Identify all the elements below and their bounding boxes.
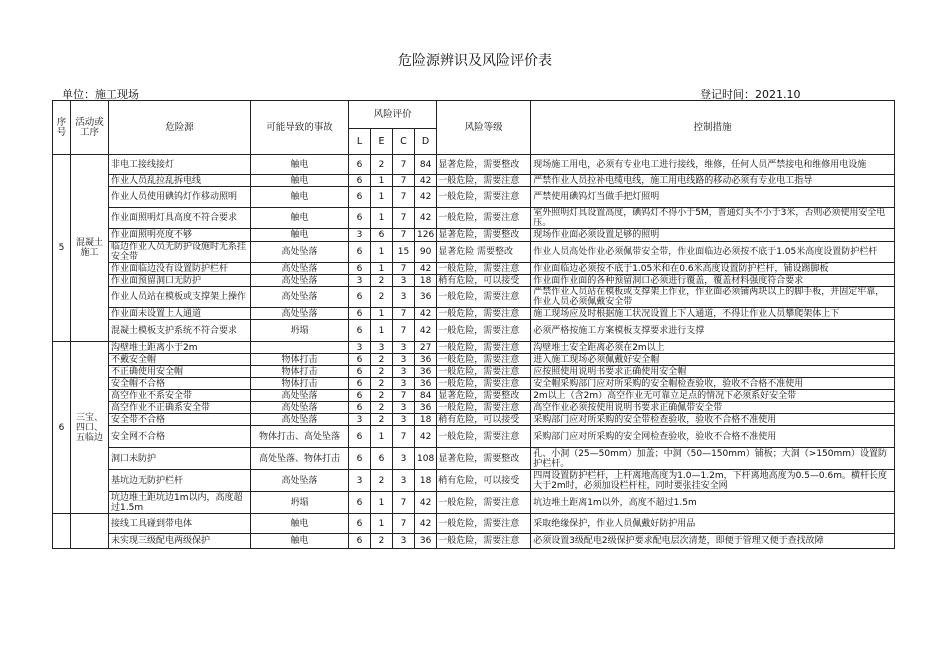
d-value: 36 [415, 287, 437, 308]
d-value: 36 [415, 378, 437, 390]
table-row [53, 354, 895, 366]
e-value: 6 [371, 448, 393, 470]
table-row [53, 208, 895, 229]
accident-cell [251, 342, 349, 354]
l-value: 6 [349, 155, 371, 175]
risk-level-cell: 稍有危险，可以接受 [437, 275, 531, 287]
risk-level-cell: 显著危险，需要整改 [437, 155, 531, 175]
measures-cell: 采购部门应对所采购的安全带检查验收，验收不合格不准使用 [531, 414, 895, 426]
l-value: 6 [349, 308, 371, 320]
risk-table [52, 100, 895, 549]
hazard-cell: 作业人员站在模板或支撑架上操作 [109, 287, 251, 308]
l-value: 6 [349, 514, 371, 534]
table-row [53, 242, 895, 263]
e-value: 1 [371, 492, 393, 514]
c-value: 3 [393, 342, 415, 354]
e-value: 1 [371, 175, 393, 187]
c-value: 3 [393, 354, 415, 366]
accident-cell: 触电 [251, 514, 349, 534]
accident-cell: 高处坠落 [251, 287, 349, 308]
hazard-cell: 高空作业不系安全带 [109, 390, 251, 402]
c-value: 3 [393, 287, 415, 308]
d-value: 42 [415, 263, 437, 275]
page-title: 危险源辨识及风险评价表 [398, 53, 552, 69]
header-L: L [349, 129, 371, 155]
hazard-cell: 不正确使用安全帽 [109, 366, 251, 378]
measures-cell: 沟壁堆土安全距离必须在2m以上 [531, 342, 895, 354]
measures-cell: 室外照明灯具设置高度，碘钨灯不得小于5M，普通灯头不小于3米，否则必须使用安全电压。 [531, 208, 895, 229]
table-row [53, 263, 895, 275]
measures-cell: 必须设置3级配电2级保护要求配电层次清楚，即便于管理又便于查找故障 [531, 534, 895, 549]
d-value: 84 [415, 390, 437, 402]
c-value: 3 [393, 366, 415, 378]
risk-level-cell: 显著危险，需要整改 [437, 229, 531, 242]
hazard-cell: 非电工接线接灯 [109, 155, 251, 175]
risk-level-cell: 一般危险，需要注意 [437, 378, 531, 390]
table-row [53, 414, 895, 426]
c-value: 15 [393, 242, 415, 263]
risk-level-cell: 一般危险，需要注意 [437, 426, 531, 448]
l-value: 3 [349, 414, 371, 426]
l-value: 6 [349, 492, 371, 514]
d-value: 126 [415, 229, 437, 242]
e-value: 2 [371, 378, 393, 390]
group-seq: 5 [53, 155, 71, 342]
c-value: 3 [393, 414, 415, 426]
measures-cell: 作业人员高处作业必须佩带安全带，作业面临边必须按不底于1.05米高度设置防护栏杆 [531, 242, 895, 263]
l-value: 6 [349, 402, 371, 414]
accident-cell: 高处坠落 [251, 390, 349, 402]
measures-cell: 坑边堆土距离1m以外，高度不超过1.5m [531, 492, 895, 514]
l-value: 6 [349, 354, 371, 366]
measures-cell: 孔、小洞（25—50mm）加盖；中洞（50—150mm）铺板；大洞（>150mm）设置防护栏杆。 [531, 448, 895, 470]
accident-cell: 物体打击 [251, 366, 349, 378]
risk-level-cell: 一般危险，需要注意 [437, 263, 531, 275]
hazard-cell: 作业面照明灯具高度不符合要求 [109, 208, 251, 229]
hazard-cell: 作业面照明亮度不够 [109, 229, 251, 242]
d-value: 18 [415, 470, 437, 492]
d-value: 18 [415, 275, 437, 287]
accident-cell: 触电 [251, 155, 349, 175]
hazard-cell: 坑边堆土距坑边1m以内，高度超过1.5m [109, 492, 251, 514]
e-value: 1 [371, 208, 393, 229]
e-value: 2 [371, 366, 393, 378]
e-value: 2 [371, 287, 393, 308]
risk-level-cell: 一般危险，需要注意 [437, 492, 531, 514]
e-value: 6 [371, 229, 393, 242]
c-value: 7 [393, 229, 415, 242]
hazard-cell: 作业面临边没有设置防护栏杆 [109, 263, 251, 275]
c-value: 7 [393, 320, 415, 342]
table-row [53, 229, 895, 242]
d-value: 18 [415, 414, 437, 426]
header-C: C [393, 129, 415, 155]
table-row [53, 378, 895, 390]
c-value: 7 [393, 492, 415, 514]
l-value: 6 [349, 320, 371, 342]
risk-level-cell: 一般危险，需要注意 [437, 287, 531, 308]
accident-cell: 物体打击、高处坠落 [251, 426, 349, 448]
table-row [53, 470, 895, 492]
hazard-cell: 高空作业不正确系安全带 [109, 402, 251, 414]
l-value: 3 [349, 470, 371, 492]
l-value: 3 [349, 275, 371, 287]
e-value: 1 [371, 426, 393, 448]
e-value: 1 [371, 263, 393, 275]
accident-cell: 触电 [251, 187, 349, 208]
table-row [53, 320, 895, 342]
accident-cell: 触电 [251, 208, 349, 229]
header-measures: 控制措施 [531, 101, 895, 155]
e-value: 2 [371, 354, 393, 366]
d-value: 36 [415, 402, 437, 414]
d-value: 36 [415, 534, 437, 549]
accident-cell: 高处坠落 [251, 414, 349, 426]
header-hazard: 危险源 [109, 101, 251, 155]
measures-cell: 严禁作业人员站在模板或支撑架上作业，作业面必须铺两块以上的脚手板，并固定牢靠，作业人员必须佩戴安全带 [531, 287, 895, 308]
d-value: 42 [415, 426, 437, 448]
date-label: 登记时间：2021.10 [700, 88, 801, 101]
measures-cell: 严禁使用碘钨灯当做手把灯照明 [531, 187, 895, 208]
measures-cell: 必须严格按施工方案模板支撑要求进行支撑 [531, 320, 895, 342]
table-row [53, 448, 895, 470]
d-value: 36 [415, 366, 437, 378]
table-row [53, 175, 895, 187]
c-value: 3 [393, 378, 415, 390]
c-value: 7 [393, 514, 415, 534]
group-seq [53, 514, 71, 549]
l-value: 6 [349, 448, 371, 470]
risk-level-cell: 显著危险 需要整改 [437, 242, 531, 263]
l-value: 6 [349, 366, 371, 378]
measures-cell: 施工现场应及时根据施工状况设置上下人通道，不得让作业人员攀爬架体上下 [531, 308, 895, 320]
l-value: 6 [349, 208, 371, 229]
hazard-cell: 作业人员使用碘钨灯作移动照明 [109, 187, 251, 208]
l-value: 6 [349, 187, 371, 208]
c-value: 3 [393, 534, 415, 549]
l-value: 6 [349, 242, 371, 263]
risk-level-cell: 一般危险，需要注意 [437, 208, 531, 229]
d-value: 84 [415, 155, 437, 175]
c-value: 7 [393, 390, 415, 402]
hazard-cell: 作业人员乱拉乱拆电线 [109, 175, 251, 187]
l-value: 3 [349, 229, 371, 242]
d-value: 27 [415, 342, 437, 354]
d-value: 36 [415, 354, 437, 366]
e-value: 2 [371, 534, 393, 549]
c-value: 7 [393, 187, 415, 208]
table-row [53, 514, 895, 534]
l-value: 6 [349, 378, 371, 390]
table-row [53, 308, 895, 320]
risk-level-cell: 一般危险，需要注意 [437, 187, 531, 208]
table-row [53, 534, 895, 549]
l-value: 6 [349, 390, 371, 402]
hazard-cell: 作业面未设置上人通道 [109, 308, 251, 320]
l-value: 3 [349, 342, 371, 354]
risk-level-cell: 稍有危险，可以接受 [437, 470, 531, 492]
risk-level-cell: 一般危险，需要注意 [437, 308, 531, 320]
group-activity: 三宝、四口、五临边 [71, 342, 109, 514]
table-row [53, 155, 895, 175]
c-value: 7 [393, 155, 415, 175]
e-value: 2 [371, 390, 393, 402]
header-accident: 可能导致的事故 [251, 101, 349, 155]
c-value: 3 [393, 448, 415, 470]
measures-cell: 作业面临边必须按不底于1.05米和在0.6米高度设置防护栏杆，铺设踢脚板 [531, 263, 895, 275]
accident-cell: 高处坠落 [251, 275, 349, 287]
d-value: 42 [415, 514, 437, 534]
e-value: 1 [371, 308, 393, 320]
c-value: 7 [393, 426, 415, 448]
table-row [53, 492, 895, 514]
l-value: 6 [349, 287, 371, 308]
accident-cell: 坍塌 [251, 492, 349, 514]
l-value: 6 [349, 175, 371, 187]
risk-level-cell: 一般危险，需要注意 [437, 354, 531, 366]
risk-level-cell: 稍有危险，可以接受 [437, 414, 531, 426]
table-row [53, 426, 895, 448]
measures-cell: 四周设置防护栏杆，上杆离地高度为1.0—1.2m，下杆离地高度为0.5—0.6m。横杆长度大于2m时，必须加设栏杆柱，同时要张挂安全网 [531, 470, 895, 492]
c-value: 7 [393, 175, 415, 187]
e-value: 2 [371, 470, 393, 492]
e-value: 3 [371, 342, 393, 354]
measures-cell: 采取绝缘保护，作业人员佩戴好防护用品 [531, 514, 895, 534]
table-row [53, 342, 895, 354]
measures-cell: 采购部门应对所采购的安全网检查验收，验收不合格不准使用 [531, 426, 895, 448]
table-row [53, 402, 895, 414]
group-seq: 6 [53, 342, 71, 514]
c-value: 7 [393, 208, 415, 229]
e-value: 2 [371, 275, 393, 287]
d-value: 42 [415, 492, 437, 514]
accident-cell: 触电 [251, 175, 349, 187]
hazard-cell: 不戴安全帽 [109, 354, 251, 366]
e-value: 2 [371, 414, 393, 426]
e-value: 1 [371, 514, 393, 534]
header-activity: 活动或工序 [71, 101, 109, 155]
measures-cell: 现场施工用电，必须有专业电工进行接线，维修，任何人员严禁接电和维修用电设施 [531, 155, 895, 175]
l-value: 6 [349, 534, 371, 549]
e-value: 2 [371, 402, 393, 414]
header-E: E [371, 129, 393, 155]
measures-cell: 安全帽采购部门应对所采购的安全帽检查验收，验收不合格不准使用 [531, 378, 895, 390]
e-value: 1 [371, 187, 393, 208]
hazard-cell: 混凝土模板支护系统不符合要求 [109, 320, 251, 342]
d-value: 42 [415, 208, 437, 229]
hazard-cell: 安全网不合格 [109, 426, 251, 448]
risk-level-cell: 一般危险，需要注意 [437, 366, 531, 378]
l-value: 6 [349, 263, 371, 275]
d-value: 42 [415, 308, 437, 320]
c-value: 3 [393, 402, 415, 414]
c-value: 3 [393, 470, 415, 492]
c-value: 3 [393, 275, 415, 287]
group-activity: 混凝土施工 [71, 155, 109, 342]
hazard-cell: 接线工具碰到带电体 [109, 514, 251, 534]
table-row [53, 287, 895, 308]
accident-cell: 高处坠落 [251, 263, 349, 275]
accident-cell: 坍塌 [251, 320, 349, 342]
measures-cell: 应按照使用说明书要求正确使用安全帽 [531, 366, 895, 378]
table-row [53, 366, 895, 378]
accident-cell: 高处坠落 [251, 402, 349, 414]
measures-cell: 作业面作业面的各种预留洞口必须进行覆盖，覆盖材料强度符合要求 [531, 275, 895, 287]
risk-level-cell: 一般危险，需要注意 [437, 342, 531, 354]
accident-cell: 触电 [251, 534, 349, 549]
unit-label: 单位：施工现场 [62, 88, 139, 101]
hazard-cell: 基坑边无防护栏杆 [109, 470, 251, 492]
c-value: 7 [393, 263, 415, 275]
measures-cell: 严禁作业人员拉补电缆电线，施工用电线路的移动必须有专业电工指导 [531, 175, 895, 187]
hazard-cell: 作业面预留洞口无防护 [109, 275, 251, 287]
header-risk-eval: 风险评价 [349, 101, 437, 129]
table-row [53, 275, 895, 287]
hazard-cell: 未实现三级配电两级保护 [109, 534, 251, 549]
table-row [53, 187, 895, 208]
accident-cell: 物体打击 [251, 354, 349, 366]
e-value: 2 [371, 155, 393, 175]
accident-cell: 触电 [251, 229, 349, 242]
risk-level-cell: 一般危险，需要注意 [437, 514, 531, 534]
measures-cell: 现场作业面必须设置足够的照明 [531, 229, 895, 242]
hazard-cell: 安全带不合格 [109, 414, 251, 426]
accident-cell: 高处坠落、物体打击 [251, 448, 349, 470]
hazard-cell: 沟壁堆土距离小于2m [109, 342, 251, 354]
risk-level-cell: 一般危险，需要注意 [437, 320, 531, 342]
hazard-cell: 安全帽不合格 [109, 378, 251, 390]
table-row [53, 390, 895, 402]
accident-cell: 高处坠落 [251, 242, 349, 263]
d-value: 42 [415, 175, 437, 187]
l-value: 6 [349, 426, 371, 448]
measures-cell: 高空作业必须按使用说明书要求正确佩带安全带 [531, 402, 895, 414]
accident-cell: 物体打击 [251, 378, 349, 390]
accident-cell: 高处坠落 [251, 308, 349, 320]
measures-cell: 进入施工现场必须佩戴好安全帽 [531, 354, 895, 366]
d-value: 108 [415, 448, 437, 470]
header-level: 风险等级 [437, 101, 531, 155]
risk-level-cell: 显著危险，需要整改 [437, 448, 531, 470]
risk-level-cell: 显著危险，需要整改 [437, 390, 531, 402]
e-value: 1 [371, 320, 393, 342]
measures-cell: 2m以上（含2m）高空作业无可靠立足点的情况下必须系好安全带 [531, 390, 895, 402]
header-seq: 序号 [53, 101, 71, 155]
d-value: 90 [415, 242, 437, 263]
e-value: 1 [371, 242, 393, 263]
c-value: 7 [393, 308, 415, 320]
header-D: D [415, 129, 437, 155]
risk-level-cell: 一般危险，需要注意 [437, 402, 531, 414]
risk-level-cell: 一般危险，需要注意 [437, 534, 531, 549]
group-activity [71, 514, 109, 549]
accident-cell: 高处坠落 [251, 470, 349, 492]
hazard-cell: 临边作业人员无防护设施时无系挂安全带 [109, 242, 251, 263]
d-value: 42 [415, 320, 437, 342]
d-value: 42 [415, 187, 437, 208]
risk-level-cell: 一般危险，需要注意 [437, 175, 531, 187]
hazard-cell: 洞口未防护 [109, 448, 251, 470]
table-body [53, 155, 895, 549]
